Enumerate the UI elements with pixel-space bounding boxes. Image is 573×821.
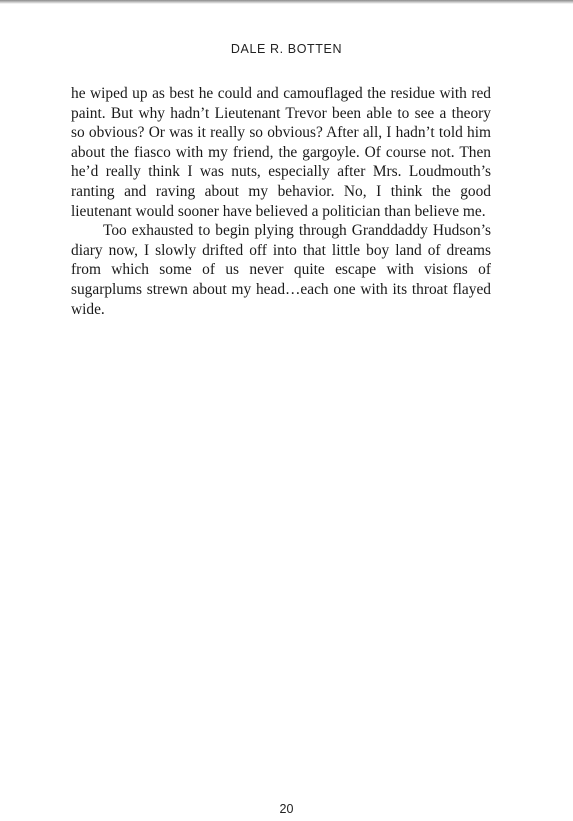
- body-text: [71, 84, 491, 319]
- page-number: 20: [279, 802, 294, 816]
- page-top-edge: [0, 0, 573, 4]
- paragraph-1: he wiped up as best he could and camouflaged the residue with red paint. But why hadn’t Lieutenant Trevor been able to see a theory so obvious? Or was it really so obvious? After all, I hadn’t told him about the fiasco with my friend, the gargoyle. Of course not. Then he’d really think I was nuts, especially after Mrs. Loudmouth’s ranting and raving about my behavior. No, I think the good lieutenant would sooner have believed a politician than believe me.: [71, 85, 491, 220]
- paragraph-2: Too exhausted to begin plying through Granddaddy Hudson’s diary now, I slowly drifted off into that little boy land of dreams from which some of us never quite escape with visions of sugarplums strewn about my head…each one with its throat flayed wide.: [71, 222, 491, 318]
- running-head: DALE R. BOTTEN: [230, 42, 343, 56]
